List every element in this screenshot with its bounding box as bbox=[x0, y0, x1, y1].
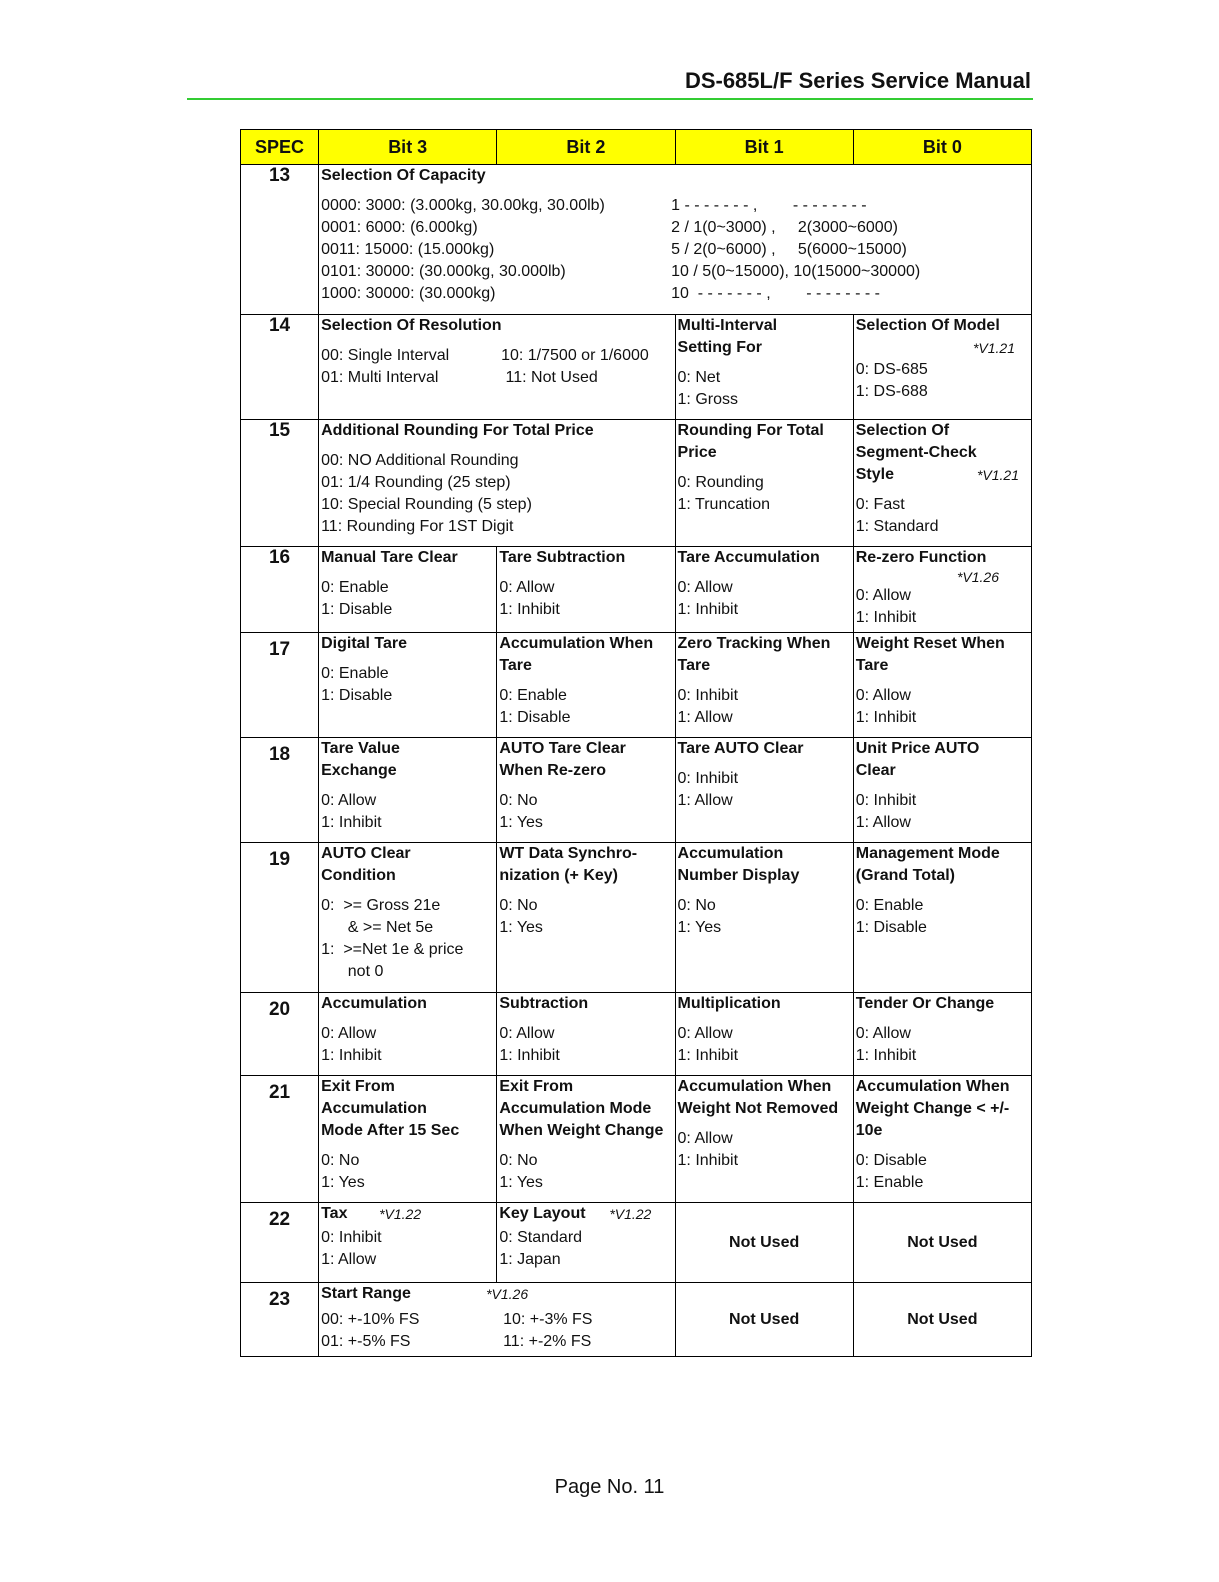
cell-bit0: Management Mode (Grand Total) 0: Enable 1: Disable bbox=[853, 843, 1031, 993]
table-row bbox=[241, 420, 1032, 547]
header-row bbox=[241, 130, 1032, 165]
cell-bit0: Tender Or Change 0: Allow 1: Inhibit bbox=[853, 993, 1031, 1076]
spec-table bbox=[240, 129, 1032, 1357]
table-row bbox=[241, 1203, 1032, 1283]
table-row bbox=[241, 993, 1032, 1076]
cell-bit1: Tare AUTO Clear 0: Inhibit 1: Allow bbox=[675, 738, 853, 843]
cell-title: Selection Of Capacity bbox=[321, 167, 486, 184]
capacity-cell bbox=[319, 165, 1032, 315]
col-spec: SPEC bbox=[241, 130, 319, 165]
table-row bbox=[241, 547, 1032, 633]
capacity-intervals: 1 - - - - - - - , - - - - - - - - 2 / 1(0~3000) , 2(3000~6000) 5 / 2(0~6000) , 5(6000~15000) 10 / 5(0~15000), 10(15000~30000) 10 - - - - - - - , - - - - - - - - bbox=[671, 197, 921, 302]
cell-bit2: WT Data Synchro- nization (+ Key) 0: No 1: Yes bbox=[497, 843, 675, 993]
cell-bit1-not-used: Not Used bbox=[675, 1283, 853, 1357]
cell-bit0: Weight Reset When Tare 0: Allow 1: Inhibit bbox=[853, 633, 1031, 738]
table-row bbox=[241, 633, 1032, 738]
page-header bbox=[187, 66, 1033, 100]
version-note: *V1.26 bbox=[486, 1286, 529, 1302]
cell-bit2: Key Layout *V1.22 0: Standard 1: Japan bbox=[497, 1203, 675, 1283]
spec-number: 21 bbox=[241, 1076, 319, 1203]
version-note: *V1.26 bbox=[956, 569, 999, 585]
cell-bit3: Tare Value Exchange 0: Allow 1: Inhibit bbox=[319, 738, 497, 843]
spec-number: 15 bbox=[241, 420, 319, 547]
cell-bit0: Unit Price AUTO Clear 0: Inhibit 1: Allow bbox=[853, 738, 1031, 843]
cell-bit0: Selection Of Model *V1.21 0: DS-685 1: DS-688 bbox=[853, 315, 1031, 420]
col-bit1: Bit 1 bbox=[675, 130, 853, 165]
cell-bit32: Additional Rounding For Total Price 00: NO Additional Rounding 01: 1/4 Rounding (25 step) 10: Special Rounding (5 step) 11: Rounding For 1ST Digit bbox=[319, 420, 675, 547]
cell-bit1: Multiplication 0: Allow 1: Inhibit bbox=[675, 993, 853, 1076]
spec-number: 14 bbox=[241, 315, 319, 420]
spec-number: 18 bbox=[241, 738, 319, 843]
capacity-codes: 0000: 3000: (3.000kg, 30.00kg, 30.00lb) 0001: 6000: (6.000kg) 0011: 15000: (15.000kg) 0101: 30000: (30.000kg, 30.000lb) 1000: 30000: (30.000kg) bbox=[321, 197, 605, 302]
version-note: *V1.21 bbox=[976, 467, 1019, 483]
spec-number: 19 bbox=[241, 843, 319, 993]
table-row bbox=[241, 843, 1032, 993]
spec-number: 17 bbox=[241, 633, 319, 738]
cell-bit3: Exit From Accumulation Mode After 15 Sec 0: No 1: Yes bbox=[319, 1076, 497, 1203]
cell-bit3: Accumulation 0: Allow 1: Inhibit bbox=[319, 993, 497, 1076]
cell-bit3: Tax *V1.22 0: Inhibit 1: Allow bbox=[319, 1203, 497, 1283]
spec-number: 20 bbox=[241, 993, 319, 1076]
version-note: *V1.22 bbox=[379, 1206, 422, 1222]
cell-bit0-not-used: Not Used bbox=[853, 1203, 1031, 1283]
cell-bit2: Subtraction 0: Allow 1: Inhibit bbox=[497, 993, 675, 1076]
cell-bit32: Selection Of Resolution 00: Single Interval 01: Multi Interval 10: 1/7500 or 1/6000 11: Not Used bbox=[319, 315, 675, 420]
cell-bit3: Digital Tare 0: Enable 1: Disable bbox=[319, 633, 497, 738]
cell-bit2: Tare Subtraction 0: Allow 1: Inhibit bbox=[497, 547, 675, 633]
cell-bit1: Zero Tracking When Tare 0: Inhibit 1: Allow bbox=[675, 633, 853, 738]
cell-bit0-not-used: Not Used bbox=[853, 1283, 1031, 1357]
version-note: *V1.21 bbox=[972, 340, 1015, 356]
spec-number: 13 bbox=[241, 165, 319, 315]
spec-number: 16 bbox=[241, 547, 319, 633]
table-row bbox=[241, 738, 1032, 843]
col-bit3: Bit 3 bbox=[319, 130, 497, 165]
col-bit2: Bit 2 bbox=[497, 130, 675, 165]
version-note: *V1.22 bbox=[609, 1206, 652, 1222]
cell-bit0: Re-zero Function *V1.26 0: Allow 1: Inhibit bbox=[853, 547, 1031, 633]
cell-bit32: Start Range *V1.26 00: +-10% FS 01: +-5% FS 10: +-3% FS 11: +-2% FS bbox=[319, 1283, 675, 1357]
cell-bit0: Accumulation When Weight Change < +/- 10e 0: Disable 1: Enable bbox=[853, 1076, 1031, 1203]
cell-bit1: Rounding For Total Price 0: Rounding 1: Truncation bbox=[675, 420, 853, 547]
cell-bit2: AUTO Tare Clear When Re-zero 0: No 1: Yes bbox=[497, 738, 675, 843]
cell-bit1-not-used: Not Used bbox=[675, 1203, 853, 1283]
cell-bit1: Accumulation When Weight Not Removed 0: Allow 1: Inhibit bbox=[675, 1076, 853, 1203]
cell-bit0: Selection Of Segment-Check Style *V1.21 0: Fast 1: Standard bbox=[853, 420, 1031, 547]
cell-bit3: AUTO Clear Condition 0: >= Gross 21e & >= Net 5e 1: >=Net 1e & price not 0 bbox=[319, 843, 497, 993]
col-bit0: Bit 0 bbox=[853, 130, 1031, 165]
cell-bit1: Multi-Interval Setting For 0: Net 1: Gross bbox=[675, 315, 853, 420]
table-row bbox=[241, 315, 1032, 420]
table-row bbox=[241, 1283, 1032, 1357]
page-number: Page No. 11 bbox=[554, 1476, 665, 1498]
spec-number: 22 bbox=[241, 1203, 319, 1283]
manual-title: DS-685L/F Series Service Manual bbox=[684, 68, 1031, 93]
cell-bit1: Tare Accumulation 0: Allow 1: Inhibit bbox=[675, 547, 853, 633]
cell-bit2: Accumulation When Tare 0: Enable 1: Disable bbox=[497, 633, 675, 738]
spec-number: 23 bbox=[241, 1283, 319, 1357]
cell-bit2: Exit From Accumulation Mode When Weight Change 0: No 1: Yes bbox=[497, 1076, 675, 1203]
cell-bit1: Accumulation Number Display 0: No 1: Yes bbox=[675, 843, 853, 993]
table-row bbox=[241, 1076, 1032, 1203]
cell-bit3: Manual Tare Clear 0: Enable 1: Disable bbox=[319, 547, 497, 633]
table-row bbox=[241, 165, 1032, 315]
